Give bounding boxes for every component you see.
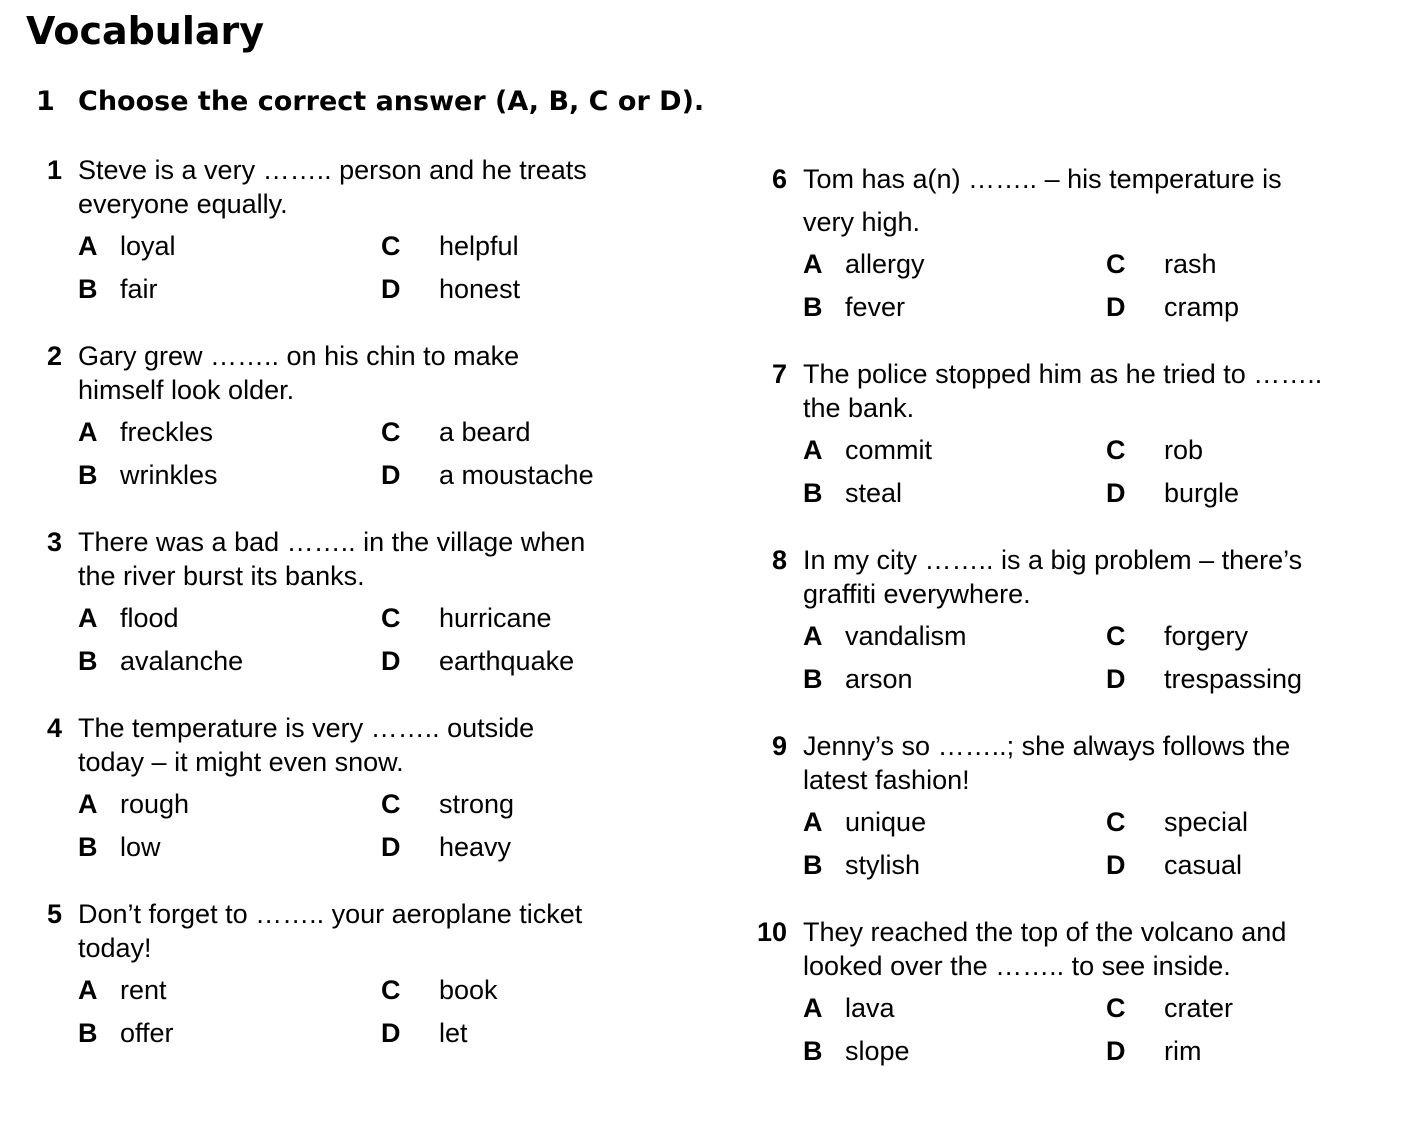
option-text: rash: [1164, 249, 1217, 279]
option-text: rent: [120, 975, 167, 1005]
option-text: arson: [845, 664, 913, 694]
option-c[interactable]: [381, 415, 531, 449]
option-text: vandalism: [845, 621, 967, 651]
option-letter: B: [803, 292, 823, 322]
option-letter: D: [381, 1018, 401, 1048]
question-text-line-1: In my city …….. is a big problem – there’s: [803, 545, 1303, 575]
question-2: [36, 339, 594, 490]
question-text-line-1: Gary grew …….. on his chin to make: [78, 341, 520, 371]
question-text-line-2: looked over the …….. to see inside.: [803, 951, 1231, 981]
option-b[interactable]: [803, 476, 902, 510]
question-text-line-2: the river burst its banks.: [78, 561, 365, 591]
option-letter: C: [1106, 435, 1126, 465]
option-d[interactable]: [1106, 1034, 1201, 1068]
option-text: wrinkles: [120, 460, 218, 490]
option-c[interactable]: [1106, 805, 1248, 839]
option-letter: C: [381, 417, 401, 447]
question-number: 4: [46, 713, 62, 743]
option-b[interactable]: [78, 272, 158, 306]
option-text: slope: [845, 1036, 910, 1066]
question-text-line-1: There was a bad …….. in the village when: [78, 527, 586, 557]
option-letter: D: [1106, 850, 1126, 880]
option-text: rim: [1164, 1036, 1202, 1066]
option-text: helpful: [439, 231, 519, 261]
option-letter: A: [78, 789, 98, 819]
option-d[interactable]: [1106, 848, 1242, 882]
option-text: rob: [1164, 435, 1204, 465]
option-letter: C: [381, 789, 401, 819]
option-d[interactable]: [381, 272, 520, 306]
question-text-line-1: The police stopped him as he tried to ……..: [803, 359, 1323, 389]
option-a[interactable]: [803, 247, 925, 281]
option-letter: C: [381, 231, 401, 261]
question-number: 6: [771, 164, 787, 194]
option-text: a moustache: [439, 460, 594, 490]
option-b[interactable]: [78, 644, 243, 678]
option-text: lava: [845, 993, 895, 1023]
option-letter: D: [381, 460, 401, 490]
option-a[interactable]: [78, 973, 167, 1007]
option-letter: A: [78, 975, 98, 1005]
option-letter: D: [1106, 664, 1126, 694]
exercise-instruction: Choose the correct answer (A, B, C or D).: [78, 86, 705, 117]
question-text-line-2: today – it might even snow.: [78, 747, 404, 777]
option-text: book: [439, 975, 498, 1005]
option-letter: A: [78, 231, 98, 261]
option-b[interactable]: [803, 1034, 910, 1068]
question-stem: [36, 525, 585, 593]
option-b[interactable]: [803, 662, 913, 696]
option-c[interactable]: [1106, 619, 1248, 653]
question-text-line-1: The temperature is very …….. outside: [78, 713, 535, 743]
option-d[interactable]: [1106, 290, 1239, 324]
question-number: 9: [771, 731, 787, 761]
option-text: unique: [845, 807, 927, 837]
option-letter: D: [381, 832, 401, 862]
option-letter: B: [78, 832, 98, 862]
option-letter: A: [803, 435, 823, 465]
page-title: Vocabulary: [26, 9, 265, 53]
question-stem: [761, 729, 1290, 797]
option-text: strong: [439, 789, 515, 819]
option-d[interactable]: [381, 1016, 468, 1050]
option-text: earthquake: [439, 646, 575, 676]
question-text-line-2: himself look older.: [78, 375, 295, 405]
question-text-line-1: Don’t forget to …….. your aeroplane ticket: [78, 899, 583, 929]
exercise-heading: [36, 84, 704, 120]
option-text: rough: [120, 789, 190, 819]
option-letter: C: [1106, 621, 1126, 651]
option-d[interactable]: [1106, 662, 1302, 696]
question-3: [36, 525, 586, 676]
option-a[interactable]: [78, 229, 176, 263]
option-letter: C: [381, 975, 401, 1005]
exercise-number: 1: [36, 86, 55, 117]
option-d[interactable]: [381, 644, 574, 678]
option-letter: B: [78, 274, 98, 304]
option-letter: B: [78, 1018, 98, 1048]
question-stem: [36, 339, 519, 407]
option-d[interactable]: [381, 458, 594, 492]
option-letter: B: [803, 478, 823, 508]
option-letter: C: [1106, 249, 1126, 279]
option-a[interactable]: [78, 415, 213, 449]
option-text: commit: [845, 435, 932, 465]
question-text-line-1: Jenny’s so ……..; she always follows the: [803, 731, 1291, 761]
question-4: [36, 711, 535, 862]
option-letter: D: [381, 646, 401, 676]
question-stem: [761, 162, 1282, 239]
option-text: honest: [439, 274, 521, 304]
option-text: cramp: [1164, 292, 1240, 322]
option-c[interactable]: [1106, 433, 1203, 467]
option-a[interactable]: [803, 991, 895, 1025]
question-number: 10: [756, 917, 787, 947]
question-text-line-2: the bank.: [803, 393, 915, 423]
question-8: [761, 543, 1303, 694]
option-b[interactable]: [78, 830, 161, 864]
option-c[interactable]: [381, 787, 514, 821]
option-c[interactable]: [381, 973, 498, 1007]
option-text: offer: [120, 1018, 174, 1048]
option-text: fever: [845, 292, 906, 322]
option-letter: D: [1106, 1036, 1126, 1066]
option-b[interactable]: [803, 290, 905, 324]
option-d[interactable]: [1106, 476, 1239, 510]
option-a[interactable]: [803, 619, 967, 653]
question-stem: [761, 357, 1322, 425]
option-letter: C: [1106, 993, 1126, 1023]
question-text-line-2: today!: [78, 933, 152, 963]
question-text-line-1: Tom has a(n) …….. – his temperature is: [803, 164, 1282, 194]
option-letter: B: [803, 1036, 823, 1066]
question-1: [36, 153, 587, 304]
question-7: [761, 357, 1323, 508]
question-text-line-2: graffiti everywhere.: [803, 579, 1031, 609]
option-letter: A: [803, 993, 823, 1023]
question-number: 5: [46, 899, 62, 929]
question-text-line-1: They reached the top of the volcano and: [803, 917, 1287, 947]
option-text: special: [1164, 807, 1249, 837]
option-a[interactable]: [78, 601, 179, 635]
option-text: stylish: [845, 850, 921, 880]
option-text: forgery: [1164, 621, 1249, 651]
option-b[interactable]: [78, 458, 218, 492]
option-letter: B: [803, 850, 823, 880]
question-stem: [36, 153, 587, 221]
option-text: let: [439, 1018, 468, 1048]
option-text: freckles: [120, 417, 214, 447]
question-number: 8: [771, 545, 787, 575]
option-text: trespassing: [1164, 664, 1303, 694]
option-text: casual: [1164, 850, 1243, 880]
option-letter: B: [78, 646, 98, 676]
option-letter: A: [78, 417, 98, 447]
option-text: hurricane: [439, 603, 552, 633]
option-letter: A: [803, 249, 823, 279]
option-text: avalanche: [120, 646, 244, 676]
option-text: low: [120, 832, 161, 862]
question-10: [756, 915, 1287, 1066]
option-text: crater: [1164, 993, 1234, 1023]
option-text: burgle: [1164, 478, 1240, 508]
question-text-line-2: very high.: [803, 207, 921, 237]
question-text-line-2: latest fashion!: [803, 765, 970, 795]
option-letter: A: [803, 807, 823, 837]
option-letter: C: [381, 603, 401, 633]
option-letter: A: [78, 603, 98, 633]
option-text: flood: [120, 603, 179, 633]
option-b[interactable]: [78, 1016, 174, 1050]
option-a[interactable]: [78, 787, 189, 821]
question-stem: [36, 711, 534, 779]
option-letter: D: [1106, 478, 1126, 508]
option-text: loyal: [120, 231, 176, 261]
option-text: heavy: [439, 832, 512, 862]
question-stem: [36, 897, 582, 965]
question-number: 7: [771, 359, 787, 389]
option-a[interactable]: [803, 433, 932, 467]
option-text: a beard: [439, 417, 531, 447]
option-letter: B: [78, 460, 98, 490]
question-number: 2: [46, 341, 62, 371]
option-c[interactable]: [1106, 991, 1233, 1025]
option-letter: D: [1106, 292, 1126, 322]
option-text: allergy: [845, 249, 925, 279]
option-letter: A: [803, 621, 823, 651]
question-stem: [756, 915, 1287, 983]
option-letter: D: [381, 274, 401, 304]
question-9: [761, 729, 1291, 880]
option-text: fair: [120, 274, 158, 304]
question-number: 3: [46, 527, 62, 557]
option-text: steal: [845, 478, 903, 508]
option-a[interactable]: [803, 805, 926, 839]
question-text-line-1: Steve is a very …….. person and he treats: [78, 155, 587, 185]
question-number: 1: [46, 155, 62, 185]
question-5: [36, 897, 583, 1048]
option-c[interactable]: [1106, 247, 1217, 281]
option-letter: B: [803, 664, 823, 694]
question-6: [761, 162, 1282, 322]
option-c[interactable]: [381, 601, 552, 635]
option-d[interactable]: [381, 830, 511, 864]
option-letter: C: [1106, 807, 1126, 837]
question-stem: [761, 543, 1302, 611]
option-b[interactable]: [803, 848, 920, 882]
option-c[interactable]: [381, 229, 519, 263]
question-text-line-2: everyone equally.: [78, 189, 288, 219]
